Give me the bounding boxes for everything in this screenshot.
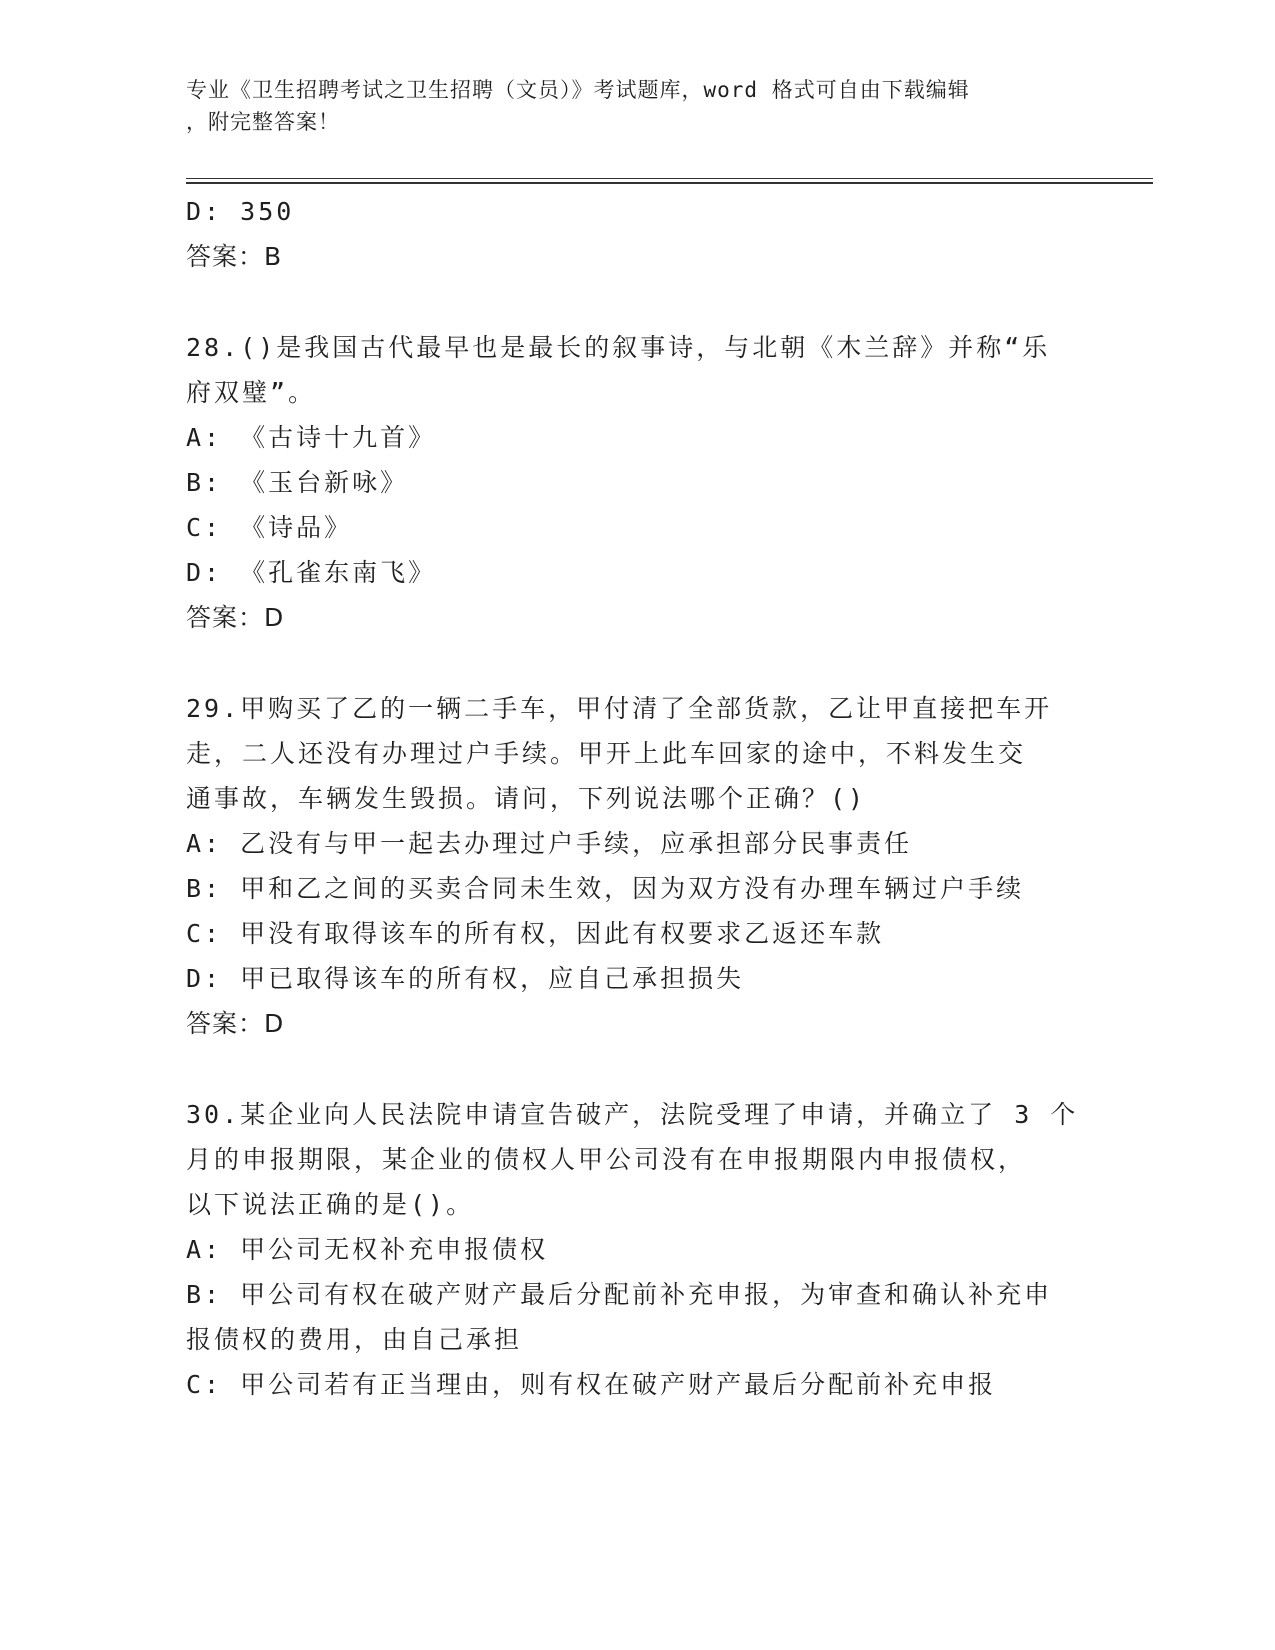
question-30 xyxy=(186,1092,1086,1407)
option-b: B: 甲和乙之间的买卖合同未生效，因为双方没有办理车辆过户手续 xyxy=(186,874,1025,903)
question-stem-line: 走，二人还没有办理过户手续。甲开上此车回家的途中，不料发生交 xyxy=(186,739,1027,768)
header-rule-thick xyxy=(186,182,1153,184)
question-28 xyxy=(186,325,1086,640)
option-b: B: 甲公司有权在破产财产最后分配前补充申报，为审查和确认补充申 xyxy=(186,1280,1053,1309)
question-stem-line: 29.甲购买了乙的一辆二手车，甲付清了全部货款，乙让甲直接把车开 xyxy=(186,694,1053,723)
option-b: B: 《玉台新咏》 xyxy=(186,468,409,497)
option-c: C: 甲公司若有正当理由，则有权在破产财产最后分配前补充申报 xyxy=(186,1370,997,1399)
option-d: D: 350 xyxy=(186,197,295,226)
question-stem-line: 月的申报期限，某企业的债权人甲公司没有在申报期限内申报债权， xyxy=(186,1145,1027,1174)
answer: 答案：D xyxy=(186,1009,285,1038)
option-d: D: 甲已取得该车的所有权，应自己承担损失 xyxy=(186,964,745,993)
question-29 xyxy=(186,686,1086,1046)
question-stem-line: 30.某企业向人民法院申请宣告破产，法院受理了申请，并确立了 3 个 xyxy=(186,1100,1079,1129)
question-stem-line: 28.()是我国古代最早也是最长的叙事诗，与北朝《木兰辞》并称“乐 xyxy=(186,333,1051,362)
question-content xyxy=(186,189,1086,1407)
option-c: C: 《诗品》 xyxy=(186,513,353,542)
question-stem-line: 府双璧”。 xyxy=(186,378,317,407)
header-line-1: 专业《卫生招聘考试之卫生招聘（文员）》考试题库，word 格式可自由下载编辑 xyxy=(186,78,970,102)
answer: 答案：B xyxy=(186,242,283,271)
question-stem-line: 通事故，车辆发生毁损。请问，下列说法哪个正确？() xyxy=(186,784,867,813)
answer: 答案：D xyxy=(186,603,285,632)
question-stem-line: 以下说法正确的是()。 xyxy=(186,1190,475,1219)
option-d: D: 《孔雀东南飞》 xyxy=(186,558,437,587)
option-b-continued: 报债权的费用，由自己承担 xyxy=(186,1325,523,1354)
header-line-2: ，附完整答案！ xyxy=(186,110,340,134)
option-a: A: 甲公司无权补充申报债权 xyxy=(186,1235,549,1264)
document-header xyxy=(186,74,1076,138)
header-rule-thin xyxy=(186,178,1153,179)
option-c: C: 甲没有取得该车的所有权，因此有权要求乙返还车款 xyxy=(186,919,885,948)
option-a: A: 乙没有与甲一起去办理过户手续，应承担部分民事责任 xyxy=(186,829,913,858)
option-a: A: 《古诗十九首》 xyxy=(186,423,437,452)
